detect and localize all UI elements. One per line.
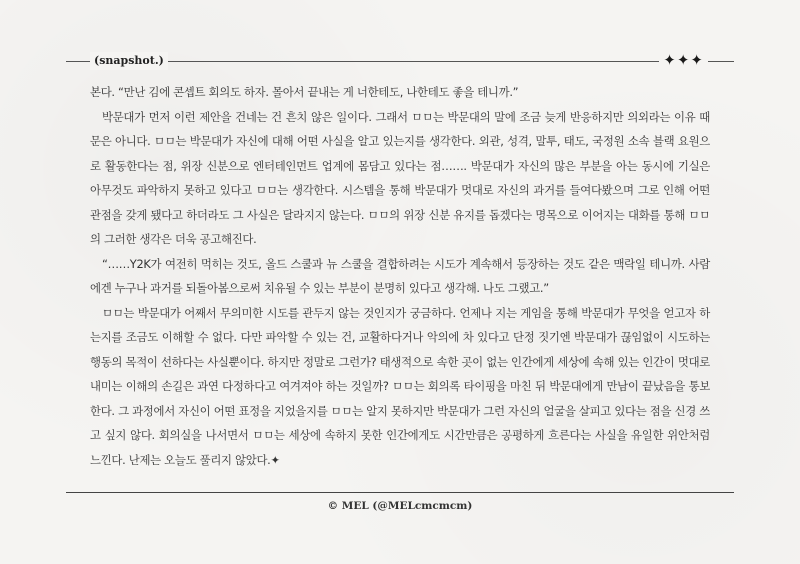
header-label: (snapshot.) — [90, 52, 168, 70]
paragraph: 박문대가 먼저 이런 제안을 건네는 건 흔치 않은 일이다. 그래서 ㅁㅁ는 박문대의 말에 조금 늦게 반응하지만 의외라는 이유 때문은 아니다. ㅁㅁ는 박문대가 자신에 대해 어떤 사실을 알고 있는지를 생각한다. 외관, 성격, 말투, 태도, 국정원 소속 블랙 요원으로 활동한다는 점, 위장 신분으로 엔터테인먼트 업계에 몸담고 있다는 점……. 박문대가 자신의 많은 부분을 아는 동시에 기실은 아무것도 파악하지 못하고 있다고 ㅁㅁ는 생각한다. 시스템을 통해 박문대가 멋대로 자신의 과거를 들여다봤으며 그로 인해 어떤 관점을 갖게 됐다고 하더라도 그 사실은 달라지지 않는다. ㅁㅁ의 위장 신분 유지를 돕겠다는 명목으로 이어지는 대화를 통해 ㅁㅁ의 그러한 생각은 더욱 공고해진다. — [90, 109, 710, 246]
footer-credit: © MEL (@MELcmcmcm) — [327, 500, 473, 512]
paragraph: “……Y2K가 여전히 먹히는 것도, 올드 스쿨과 뉴 스쿨을 결합하려는 시도가 계속해서 등장하는 것도 같은 맥락일 테니까. 사람에겐 누구나 과거를 되돌아봄으로써 치유될 수 있는 부분이 분명히 있다고 생각해. 나도 그랬고.” — [90, 256, 710, 295]
body-text — [90, 80, 710, 472]
paragraph: ㅁㅁ는 박문대가 어째서 무의미한 시도를 관두지 않는 것인지가 궁금하다. 언제나 지는 게임을 통해 박문대가 무엇을 얻고자 하는지를 조금도 이해할 수 없다. 다만 파악할 수 있는 건, 교활하다거나 악의에 차 있다고 단정 짓기엔 박문대가 끊임없이 시도하는 행동의 목적이 선하다는 사실뿐이다. 하지만 정말로 그런가? 태생적으로 속한 곳이 없는 인간에게 세상에 속해 있는 인간이 멋대로 내미는 이해의 손길은 과연 다정하다고 여겨져야 하는 것일까? ㅁㅁ는 회의록 타이핑을 마친 뒤 박문대에게 만남이 끝났음을 통보한다. 그 과정에서 자신이 어떤 표정을 지었을지를 ㅁㅁ는 알지 못하지만 박문대가 그런 자신의 얼굴을 살피고 있다는 점을 신경 쓰고 싶지 않다. 회의실을 나서면서 ㅁㅁ는 세상에 속하지 못한 인간에게도 시간만큼은 공평하게 흐른다는 사실을 유일한 위안처럼 느낀다. 난제는 오늘도 풀리지 않았다.✦ — [90, 305, 710, 467]
paragraph: 본다. “만난 김에 콘셉트 회의도 하자. 몰아서 끝내는 게 너한테도, 나한테도 좋을 테니까.” — [90, 85, 519, 99]
footer-rule — [66, 492, 734, 493]
star-ornament-icon: ✦✦✦ — [659, 51, 708, 69]
header — [66, 52, 734, 70]
